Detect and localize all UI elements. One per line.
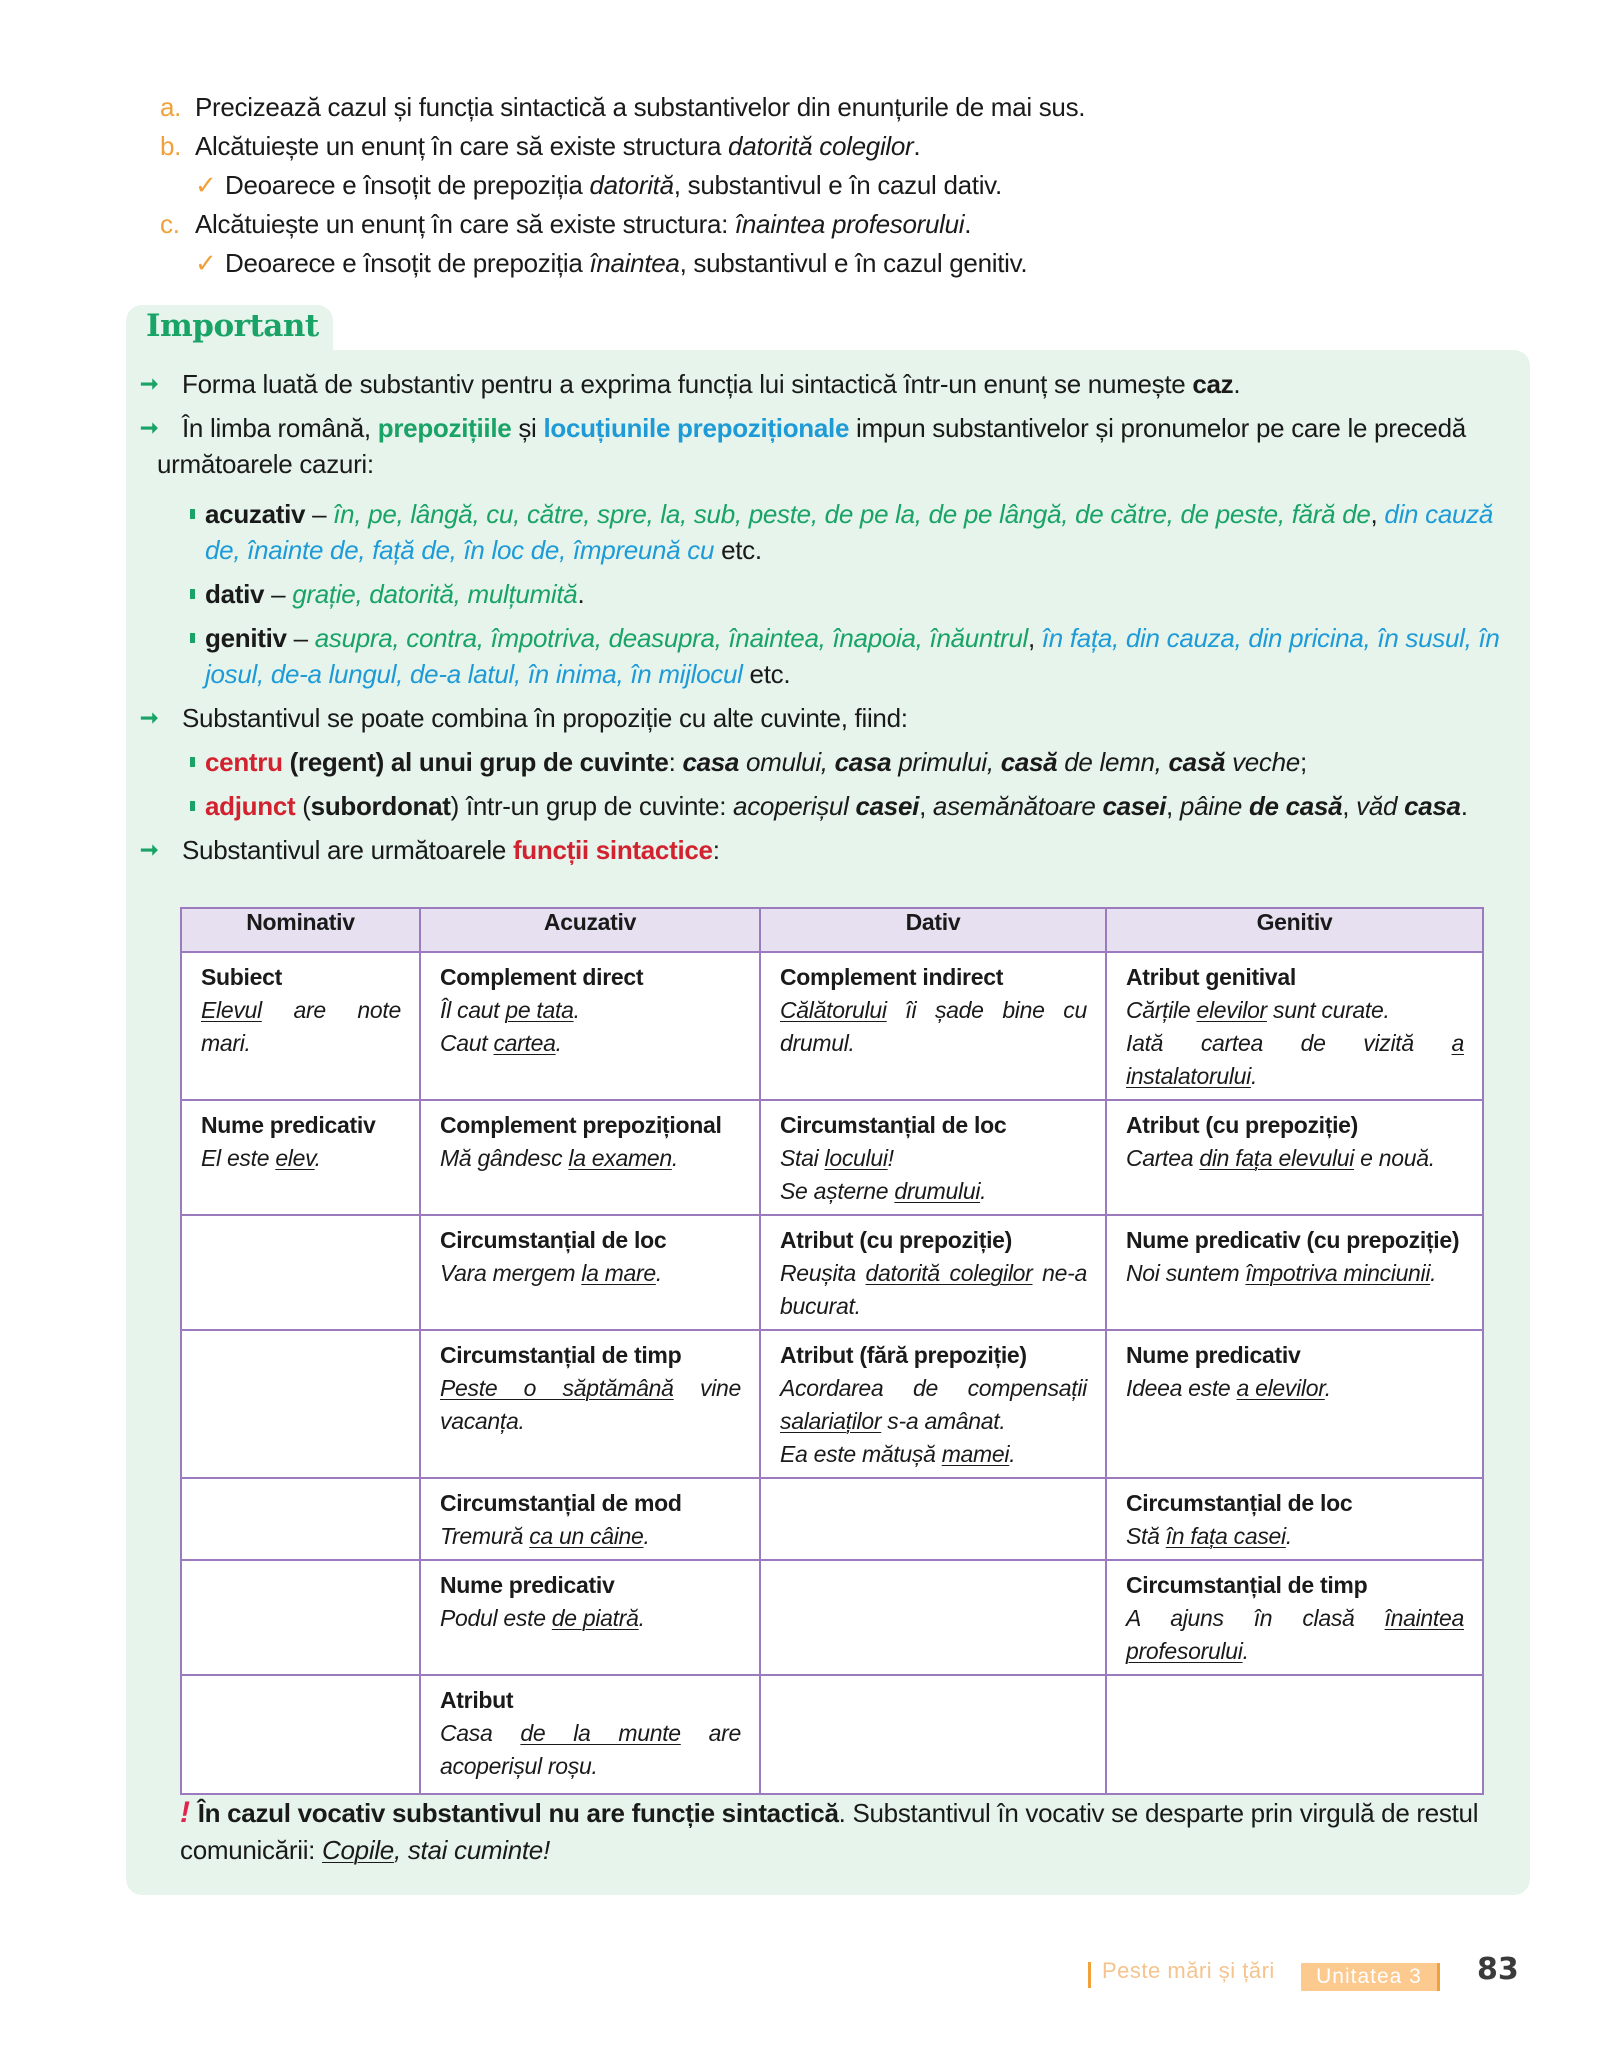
table-row: [181, 1675, 1483, 1794]
function-example: [440, 994, 741, 1060]
exercise-text: [195, 127, 920, 166]
function-title: Atribut (cu prepoziție): [1126, 1112, 1359, 1138]
text-segment: din cauză de, înainte de, față de, în loc de, împreună cu: [205, 499, 1494, 565]
text-segment: ne-a bucurat.: [780, 1260, 1087, 1319]
text-segment: Vara mergem: [440, 1260, 582, 1286]
table-cell: [760, 1100, 1106, 1215]
function-example: [440, 1602, 741, 1635]
bullet-icon: [190, 801, 195, 811]
function-title: Subiect: [201, 964, 282, 990]
text-segment: cartea: [493, 1030, 556, 1056]
bullet-icon: [190, 589, 195, 599]
text-segment: sunt curate.: [1266, 997, 1390, 1023]
text-segment: adjunct: [205, 791, 296, 821]
function-title: Circumstanțial de loc: [780, 1112, 1007, 1138]
text-segment: îi șade bine cu drumul.: [780, 997, 1087, 1056]
text-segment: dativ: [205, 579, 265, 609]
text-segment: la examen: [568, 1145, 672, 1171]
table-cell: [1106, 952, 1483, 1100]
function-title: Nume predicativ: [440, 1572, 615, 1598]
text-segment: casa: [1404, 791, 1461, 821]
exercise-list: [160, 88, 1460, 283]
answer-hint: [160, 244, 1460, 283]
text-segment: ,: [1166, 791, 1180, 821]
text-segment: ;: [1299, 747, 1307, 777]
text-segment: :: [712, 835, 720, 865]
text-segment: .: [555, 1030, 562, 1056]
rule-item: [140, 700, 1510, 736]
table-cell: [760, 952, 1106, 1100]
text-segment: și: [511, 413, 544, 443]
exercise-marker: c.: [160, 209, 180, 239]
text-segment: la mare: [581, 1260, 656, 1286]
function-title: Complement indirect: [780, 964, 1004, 990]
text-segment: Tremură: [440, 1523, 530, 1549]
text-segment: Stă: [1126, 1523, 1166, 1549]
text-segment: casa: [834, 747, 892, 777]
function-example: [1126, 1372, 1464, 1405]
exercise-item: [160, 88, 1460, 127]
answer-hint: [160, 166, 1460, 205]
text-segment: funcții sintactice: [512, 835, 713, 865]
text-segment: , substantivul e în cazul genitiv.: [679, 248, 1028, 278]
text-segment: Stai: [780, 1145, 825, 1171]
text-segment: –: [264, 579, 293, 609]
rule-text: [205, 623, 1500, 689]
text-segment: subordonat: [310, 791, 451, 821]
text-segment: .: [1233, 369, 1241, 399]
text-segment: Reușita: [780, 1260, 866, 1286]
bullet-item: [140, 620, 1510, 692]
text-segment: Cartea: [1126, 1145, 1200, 1171]
text-segment: .: [314, 1145, 321, 1171]
rule-item: [140, 366, 1510, 402]
exercise-text: [225, 166, 1002, 205]
text-segment: în fața casei: [1165, 1523, 1286, 1549]
text-segment: .: [980, 1178, 987, 1204]
table-cell: [1106, 1675, 1483, 1794]
function-example: [1126, 1142, 1464, 1175]
table-cell: [1106, 1560, 1483, 1675]
text-segment: .: [964, 209, 972, 239]
text-segment: .: [573, 997, 580, 1023]
exercise-marker: b.: [160, 131, 182, 161]
rule-text: [205, 791, 1468, 821]
function-example: [780, 1142, 1087, 1208]
check-icon: ✓: [195, 248, 217, 278]
text-segment: Peste o săptămână: [440, 1375, 674, 1401]
table-cell: [181, 1330, 420, 1478]
table-cell: [760, 1675, 1106, 1794]
bullet-icon: [190, 509, 195, 519]
text-segment: casei: [1102, 791, 1167, 821]
text-segment: văd: [1356, 791, 1405, 821]
function-example: [780, 1257, 1087, 1323]
function-example: [201, 994, 401, 1060]
text-segment: .: [1250, 1063, 1258, 1089]
text-segment: ,: [1028, 623, 1042, 653]
table-cell: [181, 1560, 420, 1675]
arrow-right-icon: ➞: [140, 371, 159, 396]
text-segment: a elevilor: [1236, 1375, 1325, 1401]
text-segment: .: [1460, 791, 1468, 821]
table-cell: [181, 1478, 420, 1560]
function-title: Circumstanțial de loc: [1126, 1490, 1353, 1516]
text-segment: .: [1242, 1638, 1249, 1664]
exercise-text: [225, 244, 1027, 283]
function-example: [780, 1372, 1087, 1471]
header-nominativ: Nominativ: [181, 908, 420, 952]
bullet-item: [140, 744, 1510, 780]
text-segment: :: [668, 747, 683, 777]
function-example: [1126, 1257, 1464, 1290]
footer-divider: [1088, 1962, 1091, 1988]
important-content: [140, 366, 1510, 876]
text-segment: de piatră: [551, 1605, 639, 1631]
text-segment: acuzativ: [205, 499, 306, 529]
footer-unit-badge: Unitatea 3: [1301, 1963, 1440, 1991]
table-cell: [420, 1675, 760, 1794]
text-segment: Mă gândesc: [440, 1145, 569, 1171]
function-title: Circumstanțial de timp: [1126, 1572, 1368, 1598]
text-segment: etc.: [714, 535, 762, 565]
text-segment: El este: [201, 1145, 276, 1171]
text-segment: Îl caut: [440, 997, 506, 1023]
text-segment: ,: [1342, 791, 1357, 821]
text-segment: !: [887, 1145, 894, 1171]
text-segment: Precizează cazul și funcția sintactică a substantivelor din enunțurile de mai sus.: [195, 92, 1086, 122]
function-title: Circumstanțial de loc: [440, 1227, 667, 1253]
table-cell: [420, 952, 760, 1100]
text-segment: Ea este mătușă: [780, 1441, 942, 1467]
text-segment: vine vacanța.: [440, 1375, 741, 1434]
table-row: [181, 1478, 1483, 1560]
text-segment: pe tata: [505, 997, 574, 1023]
arrow-right-icon: ➞: [140, 415, 159, 440]
text-segment: înaintea profesorului: [1126, 1605, 1464, 1664]
function-example: [440, 1717, 741, 1783]
text-segment: .: [643, 1523, 650, 1549]
table-cell: [1106, 1330, 1483, 1478]
text-segment: elev: [275, 1145, 315, 1171]
function-example: [440, 1142, 741, 1175]
text-segment: de la munte: [520, 1720, 681, 1746]
text-segment: are acoperișul roșu.: [440, 1720, 741, 1779]
text-segment: Substantivul are următoarele: [182, 835, 513, 865]
text-segment: Elevul: [201, 997, 262, 1023]
function-title: Atribut: [440, 1687, 514, 1713]
rule-item: [140, 832, 1510, 868]
text-segment: e nouă.: [1354, 1145, 1435, 1171]
text-segment: , stai cuminte!: [393, 1835, 550, 1865]
function-title: Atribut (fără prepoziție): [780, 1342, 1027, 1368]
rule-text: [182, 835, 720, 865]
text-segment: Noi suntem: [1126, 1260, 1246, 1286]
text-segment: s-a amânat.: [881, 1408, 1006, 1434]
page-number: 83: [1477, 1952, 1519, 1987]
table-cell: [420, 1215, 760, 1330]
text-segment: primului,: [891, 747, 1001, 777]
text-segment: Iată cartea de vizită: [1126, 1030, 1452, 1056]
function-title: Nume predicativ: [1126, 1342, 1301, 1368]
function-title: Complement direct: [440, 964, 644, 990]
text-segment: înaintea: [589, 248, 680, 278]
text-segment: genitiv: [205, 623, 287, 653]
exercise-item: [160, 205, 1460, 244]
table-row: [181, 1560, 1483, 1675]
table-cell: [760, 1560, 1106, 1675]
function-example: [440, 1520, 741, 1553]
text-segment: datorită colegilor: [728, 131, 914, 161]
text-segment: a instalatorului: [1126, 1030, 1464, 1089]
text-segment: Acordarea de compensații: [780, 1375, 1087, 1401]
function-title: Nume predicativ: [201, 1112, 376, 1138]
table-cell: [1106, 1100, 1483, 1215]
text-segment: în, pe, lângă, cu, către, spre, la, sub, peste, de pe la, de pe lângă, de către, de peste, fără de: [333, 499, 1371, 529]
text-segment: pâine: [1179, 791, 1249, 821]
text-segment: .: [638, 1605, 645, 1631]
text-segment: din fața elevului: [1199, 1145, 1355, 1171]
text-segment: Cărțile: [1126, 997, 1197, 1023]
text-segment: Forma luată de substantiv pentru a exprima funcția lui sintactică într-un enunț se numește: [182, 369, 1193, 399]
table-row: [181, 1100, 1483, 1215]
text-segment: Alcătuiește un enunț în care să existe structura:: [195, 209, 735, 239]
text-segment: .: [671, 1145, 678, 1171]
text-segment: .: [1430, 1260, 1437, 1286]
table-cell: [760, 1330, 1106, 1478]
bullet-item: [140, 576, 1510, 612]
text-segment: .: [577, 579, 585, 609]
function-example: [440, 1257, 741, 1290]
text-segment: casa: [682, 747, 740, 777]
text-segment: de lemn,: [1057, 747, 1169, 777]
footer-section-title: Peste mări și țări: [1102, 1958, 1275, 1983]
text-segment: .: [1009, 1441, 1016, 1467]
text-segment: de casă: [1248, 791, 1343, 821]
text-segment: asupra, contra, împotriva, deasupra, înaintea, înapoia, înăuntrul: [314, 623, 1029, 653]
text-segment: înaintea profesorului: [734, 209, 965, 239]
text-segment: împotriva minciunii: [1245, 1260, 1431, 1286]
text-segment: Casa: [440, 1720, 521, 1746]
table-row: [181, 952, 1483, 1100]
text-segment: , substantivul e în cazul dativ.: [673, 170, 1002, 200]
text-segment: . Substantivul în vocativ se desparte prin virgulă de restul comunicării:: [180, 1798, 1479, 1865]
text-segment: prepozițiile: [377, 413, 512, 443]
bullet-item: [140, 496, 1510, 568]
rule-text: [182, 369, 1240, 399]
text-segment: salariaților: [780, 1408, 882, 1434]
table-cell: [420, 1100, 760, 1215]
table-cell: [1106, 1478, 1483, 1560]
text-segment: locuțiunile prepoziționale: [543, 413, 850, 443]
header-dativ: Dativ: [760, 908, 1106, 952]
text-segment: Se așterne: [780, 1178, 895, 1204]
function-title: Atribut (cu prepoziție): [780, 1227, 1013, 1253]
text-segment: (regent) al unui grup de cuvinte: [282, 747, 669, 777]
function-title: Circumstanțial de timp: [440, 1342, 682, 1368]
text-segment: .: [1324, 1375, 1331, 1401]
function-example: [1126, 1602, 1464, 1668]
table-cell: [181, 1215, 420, 1330]
table-cell: [1106, 1215, 1483, 1330]
function-title: Circumstanțial de mod: [440, 1490, 682, 1516]
syntactic-functions-table: [180, 907, 1484, 1795]
text-segment: Ideea este: [1126, 1375, 1237, 1401]
text-segment: (: [295, 791, 311, 821]
function-title: Nume predicativ (cu prepoziție): [1126, 1227, 1460, 1253]
text-segment: Substantivul se poate combina în propoziție cu alte cuvinte, fiind:: [182, 703, 908, 733]
vocativ-note: [180, 1794, 1510, 1869]
table-cell: [420, 1330, 760, 1478]
table-row: [181, 1330, 1483, 1478]
text-segment: acoperișul: [733, 791, 856, 821]
text-segment: ,: [919, 791, 933, 821]
text-segment: Deoarece e însoțit de prepoziția: [225, 248, 590, 278]
exercise-marker: a.: [160, 92, 182, 122]
function-example: [780, 994, 1087, 1060]
text-segment: Copile: [322, 1835, 394, 1865]
text-segment: ,: [1370, 499, 1385, 529]
text-segment: A ajuns în clasă: [1126, 1605, 1385, 1631]
text-segment: elevilor: [1196, 997, 1267, 1023]
text-segment: veche: [1225, 747, 1300, 777]
text-segment: centru: [205, 747, 283, 777]
text-segment: are note mari.: [201, 997, 401, 1056]
text-segment: .: [1285, 1523, 1292, 1549]
table-cell: [420, 1478, 760, 1560]
text-segment: în fața, din cauza, din pricina, în susul, în josul, de-a lungul, de-a latul, în inima, în mijlocul: [205, 623, 1500, 689]
text-segment: asemănătoare: [932, 791, 1103, 821]
table-cell: [760, 1215, 1106, 1330]
text-segment: ) într-un grup de cuvinte:: [450, 791, 734, 821]
exercise-item: [160, 127, 1460, 166]
bullet-item: [140, 788, 1510, 824]
function-example: [201, 1142, 401, 1175]
text-segment: –: [286, 623, 315, 653]
text-segment: Deoarece e însoțit de prepoziția: [225, 170, 590, 200]
bullet-icon: [190, 633, 195, 643]
exercise-text: [195, 88, 1085, 127]
important-title: Important: [146, 308, 319, 344]
text-segment: impun substantivelor și pronumelor pe care le precedă următoarele cazuri:: [157, 413, 1466, 479]
rule-text: [205, 747, 1307, 777]
text-segment: etc.: [742, 659, 791, 689]
text-segment: Podul este: [440, 1605, 552, 1631]
text-segment: casei: [855, 791, 920, 821]
text-segment: caz: [1192, 369, 1234, 399]
table-cell: [181, 1675, 420, 1794]
exclamation-icon: !: [180, 1796, 190, 1829]
bullet-icon: [190, 757, 195, 767]
table-header-row: [181, 908, 1483, 952]
text-segment: –: [305, 499, 334, 529]
text-segment: Călătorului: [780, 997, 887, 1023]
arrow-right-icon: ➞: [140, 837, 159, 862]
rule-text: [157, 413, 1466, 479]
text-segment: ca un câine: [529, 1523, 644, 1549]
header-acuzativ: Acuzativ: [420, 908, 760, 952]
function-example: [1126, 1520, 1464, 1553]
text-segment: omului,: [739, 747, 835, 777]
function-example: [440, 1372, 741, 1438]
text-segment: mamei: [941, 1441, 1010, 1467]
rule-text: [205, 499, 1493, 565]
text-segment: Alcătuiește un enunț în care să existe structura: [195, 131, 729, 161]
table-cell: [760, 1478, 1106, 1560]
text-segment: casă: [1168, 747, 1226, 777]
text-segment: drumului: [894, 1178, 981, 1204]
function-title: Atribut genitival: [1126, 964, 1296, 990]
text-segment: Caut: [440, 1030, 494, 1056]
function-example: [1126, 994, 1464, 1093]
text-segment: În cazul vocativ substantivul nu are funcție sintactică: [197, 1798, 839, 1828]
rule-text: [182, 703, 908, 733]
table-cell: [181, 1100, 420, 1215]
check-icon: ✓: [195, 170, 217, 200]
text-segment: datorită colegilor: [865, 1260, 1033, 1286]
arrow-right-icon: ➞: [140, 705, 159, 730]
text-segment: .: [913, 131, 921, 161]
table-cell: [181, 952, 420, 1100]
text-segment: grație, datorită, mulțumită: [292, 579, 578, 609]
table-cell: [420, 1560, 760, 1675]
rule-item: [140, 410, 1510, 482]
table-row: [181, 1215, 1483, 1330]
text-segment: locului: [824, 1145, 888, 1171]
text-segment: .: [655, 1260, 662, 1286]
text-segment: În limba română,: [182, 413, 378, 443]
text-segment: casă: [1000, 747, 1058, 777]
header-genitiv: Genitiv: [1106, 908, 1483, 952]
exercise-text: [195, 205, 971, 244]
function-title: Complement prepozițional: [440, 1112, 722, 1138]
rule-text: [205, 579, 584, 609]
text-segment: datorită: [589, 170, 674, 200]
